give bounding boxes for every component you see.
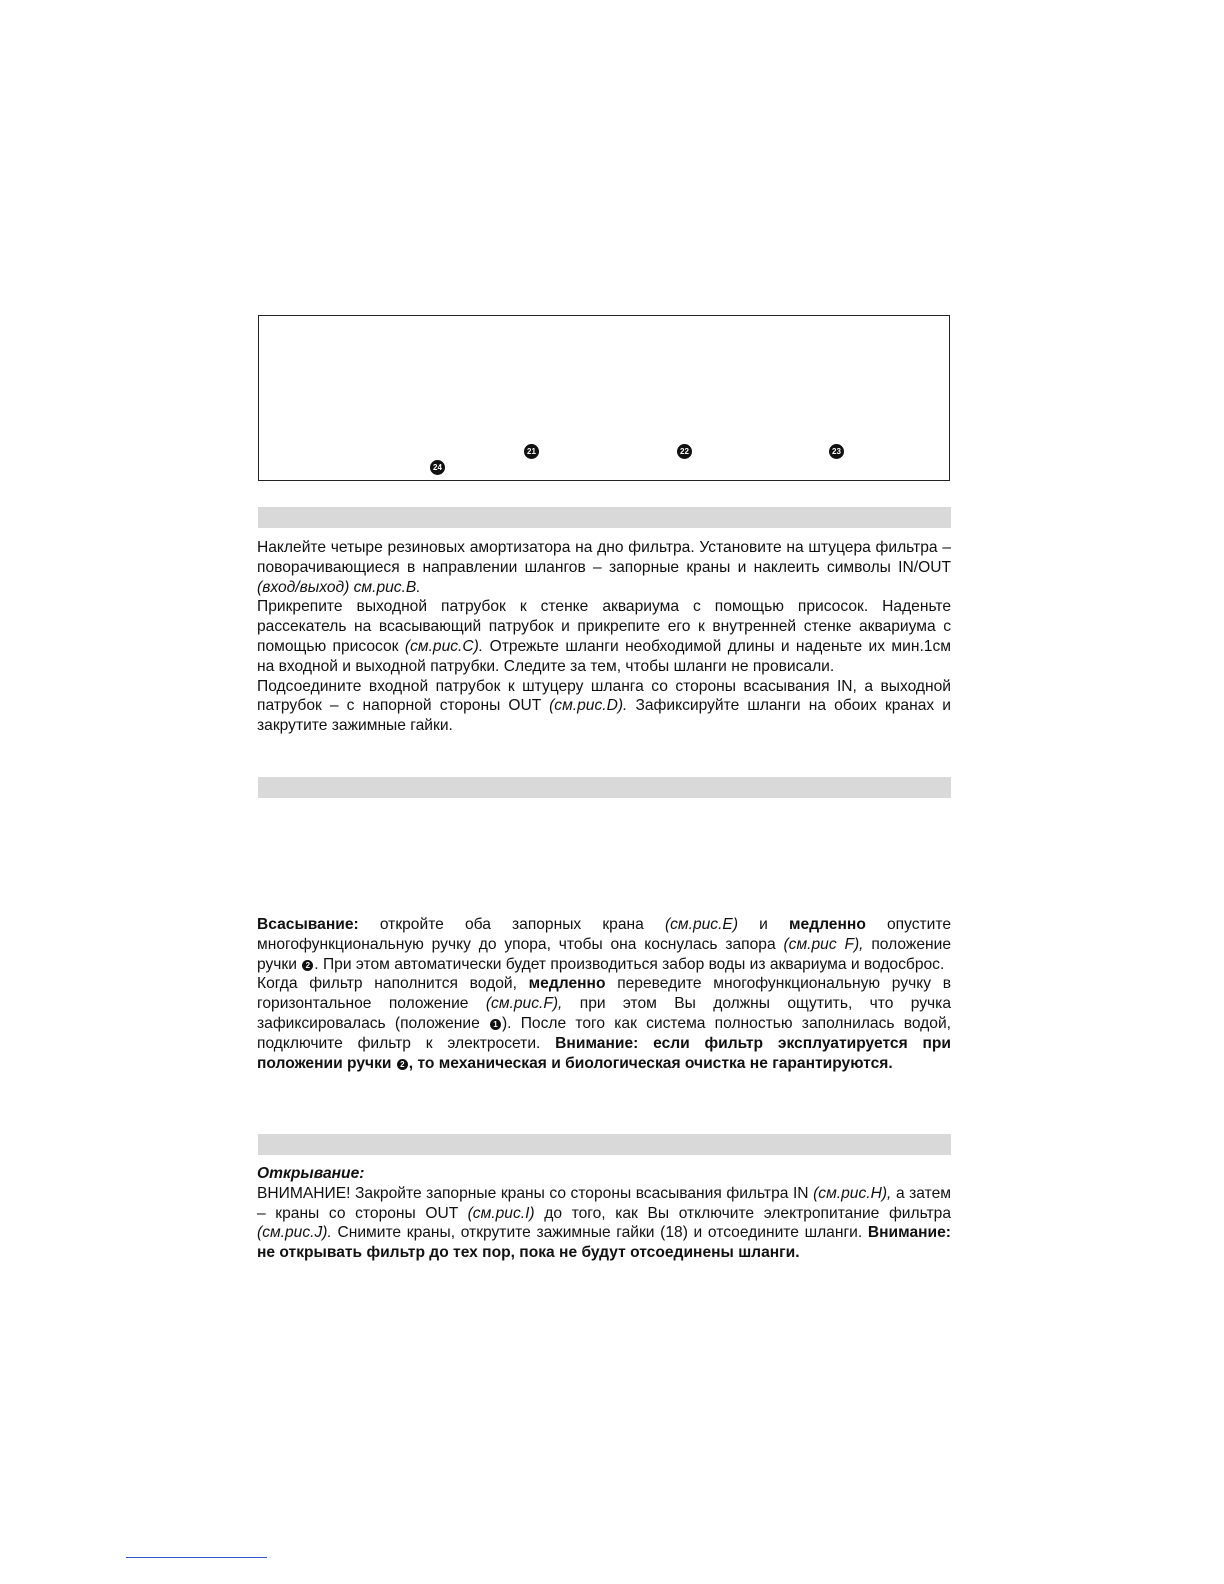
section-heading-bar [258, 1134, 951, 1155]
position-number-icon: 1 [490, 1019, 501, 1030]
position-number-icon: 2 [397, 1059, 408, 1070]
footer-rule [126, 1557, 267, 1558]
priming-text [257, 915, 951, 1073]
part-number-marker: 22 [677, 444, 692, 459]
parts-illustration-frame [258, 315, 950, 481]
paragraph: Всасывание: откройте оба запорных крана (см.рис.Е) и медленно опустите многофункциональную ручку до упора, чтобы она коснулась запора (см.рис F), положение ручки 2 . При этом автоматически будет производиться забор воды из аквариума и водосброс. [257, 916, 951, 973]
section-heading-bar [258, 777, 951, 798]
paragraph: Прикрепите выходной патрубок к стенке аквариума с помощью присосок. Наденьте рассекатель на всасывающий патрубок и прикрепите его к внутренней стенке аквариума с помощью присосок (см.рис.С). Отрежьте шланги необходимой длины и наденьте их мин.1см на входной и выходной патрубки. Следите за тем, чтобы шланги не провисали. [257, 598, 951, 675]
installation-text [257, 538, 951, 736]
position-number-icon: 2 [302, 960, 313, 971]
paragraph: ВНИМАНИЕ! Закройте запорные краны со стороны всасывания фильтра IN (см.рис.Н), а затем – краны со стороны OUT (см.рис.I) до того, как Вы отключите электропитание фильтра (см.рис.J). Снимите краны, открутите зажимные гайки (18) и отсоедините шланги. Внимание: не открывать фильтр до тех пор, пока не будут отсоединены шланги. [257, 1184, 951, 1262]
subheading: Открывание: [257, 1165, 365, 1182]
paragraph: Подсоедините входной патрубок к штуцеру шланга со стороны всасывания IN, а выходной патрубок – с напорной стороны OUT (см.рис.D). Зафиксируйте шланги на обоих кранах и закрутите зажимные гайки. [257, 677, 951, 735]
section-heading-bar [258, 507, 951, 528]
paragraph: Когда фильтр наполнится водой, медленно переведите многофункциональную ручку в горизонтальное положение (см.рис.F), при этом Вы должны ощутить, что ручка зафиксировалась (положение 1 ). После того как система полностью заполнилась водой, подключите фильтр к электросети. Внимание: если фильтр эксплуатируется при положении ручки 2 , то механическая и биологическая очистка не гарантируются. [257, 975, 951, 1072]
opening-text [257, 1164, 951, 1263]
paragraph: Наклейте четыре резиновых амортизатора на дно фильтра. Установите на штуцера фильтра – поворачивающиеся в направлении шлангов – запорные краны и наклеить символы IN/OUT (вход/выход) см.рис.В. [257, 539, 951, 596]
part-number-marker: 21 [524, 444, 539, 459]
part-number-marker: 23 [829, 444, 844, 459]
part-number-marker: 24 [430, 460, 445, 475]
paragraph [257, 1164, 951, 1184]
